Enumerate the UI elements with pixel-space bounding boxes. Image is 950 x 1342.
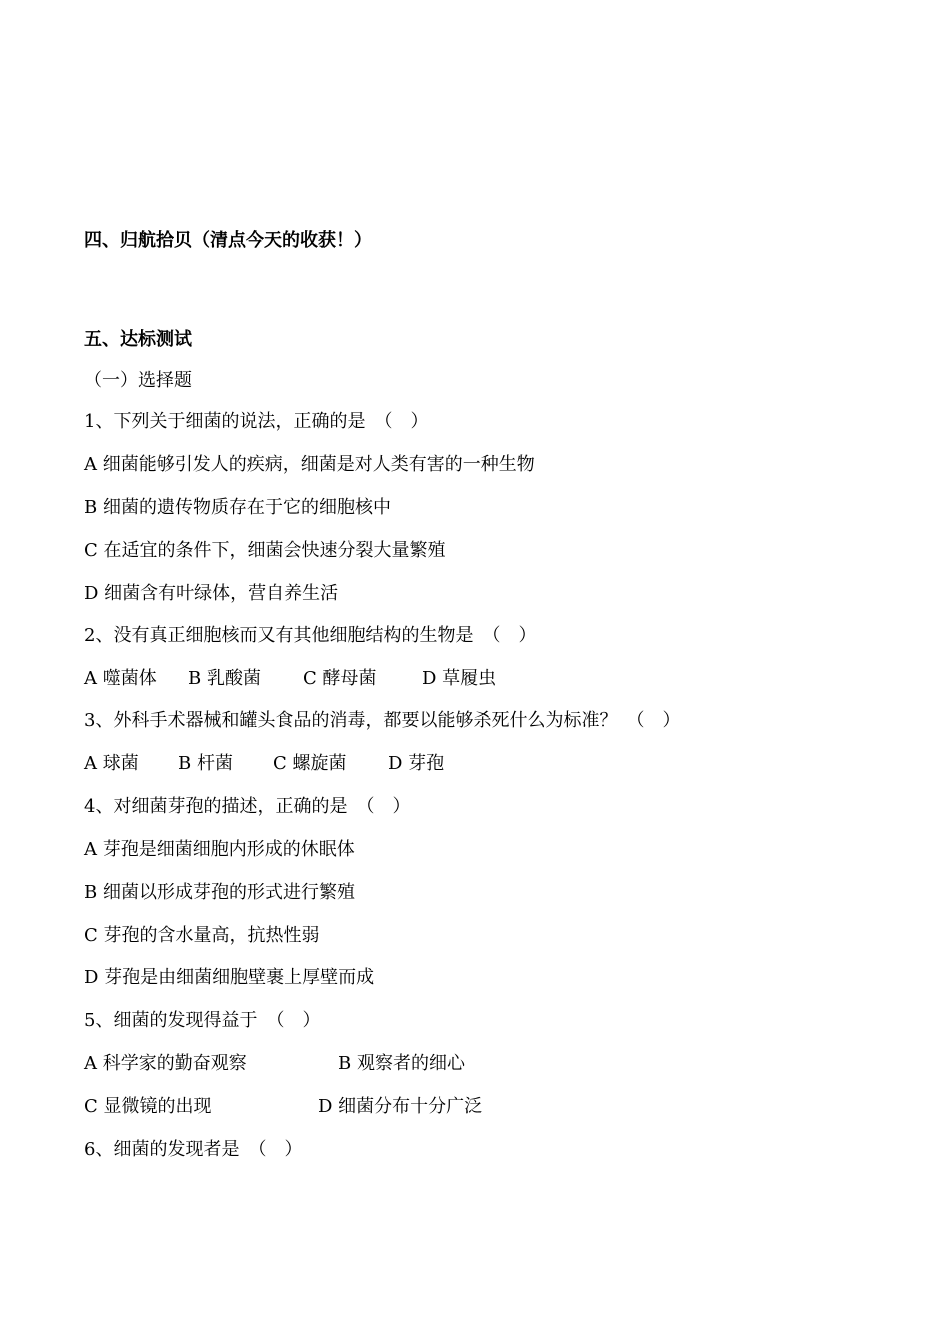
question-4-stem: 4、对细菌芽孢的描述，正确的是 （ ） [84, 796, 411, 817]
question-3-option-d: D 芽孢 [388, 753, 445, 774]
question-2-option-d: D 草履虫 [422, 668, 497, 689]
section-4-heading: 四、归航拾贝（清点今天的收获！） [84, 230, 372, 251]
question-1-option-a: A 细菌能够引发人的疾病，细菌是对人类有害的一种生物 [84, 454, 535, 475]
question-5-option-a: A 科学家的勤奋观察 [84, 1053, 247, 1074]
question-2-stem: 2、没有真正细胞核而又有其他细胞结构的生物是 （ ） [84, 625, 537, 646]
question-1-stem: 1、下列关于细菌的说法，正确的是 （ ） [84, 411, 429, 432]
question-3-option-b: B 杆菌 [178, 753, 233, 774]
question-2-option-b: B 乳酸菌 [188, 668, 261, 689]
question-6-stem: 6、细菌的发现者是 （ ） [84, 1139, 303, 1160]
question-5-stem: 5、细菌的发现得益于 （ ） [84, 1010, 321, 1031]
question-1-option-d: D 细菌含有叶绿体，营自养生活 [84, 583, 339, 604]
question-4-option-c: C 芽孢的含水量高，抗热性弱 [84, 925, 320, 946]
question-1-option-c: C 在适宜的条件下，细菌会快速分裂大量繁殖 [84, 540, 446, 561]
question-5-option-b: B 观察者的细心 [338, 1053, 465, 1074]
question-4-option-b: B 细菌以形成芽孢的形式进行繁殖 [84, 882, 355, 903]
question-3-option-a: A 球菌 [84, 753, 139, 774]
question-4-option-a: A 芽孢是细菌细胞内形成的休眠体 [84, 839, 355, 860]
section-5-heading: 五、达标测试 [84, 329, 192, 350]
question-2-option-a: A 噬菌体 [84, 668, 157, 689]
question-2-option-c: C 酵母菌 [303, 668, 377, 689]
question-4-option-d: D 芽孢是由细菌细胞壁裹上厚壁而成 [84, 967, 375, 988]
question-5-option-c: C 显微镜的出现 [84, 1096, 212, 1117]
question-3-stem: 3、外科手术器械和罐头食品的消毒，都要以能够杀死什么为标准？ （ ） [84, 710, 681, 731]
question-1-option-b: B 细菌的遗传物质存在于它的细胞核中 [84, 497, 391, 518]
question-3-option-c: C 螺旋菌 [273, 753, 347, 774]
question-5-option-d: D 细菌分布十分广泛 [318, 1096, 483, 1117]
subsection-heading: （一）选择题 [84, 370, 192, 391]
